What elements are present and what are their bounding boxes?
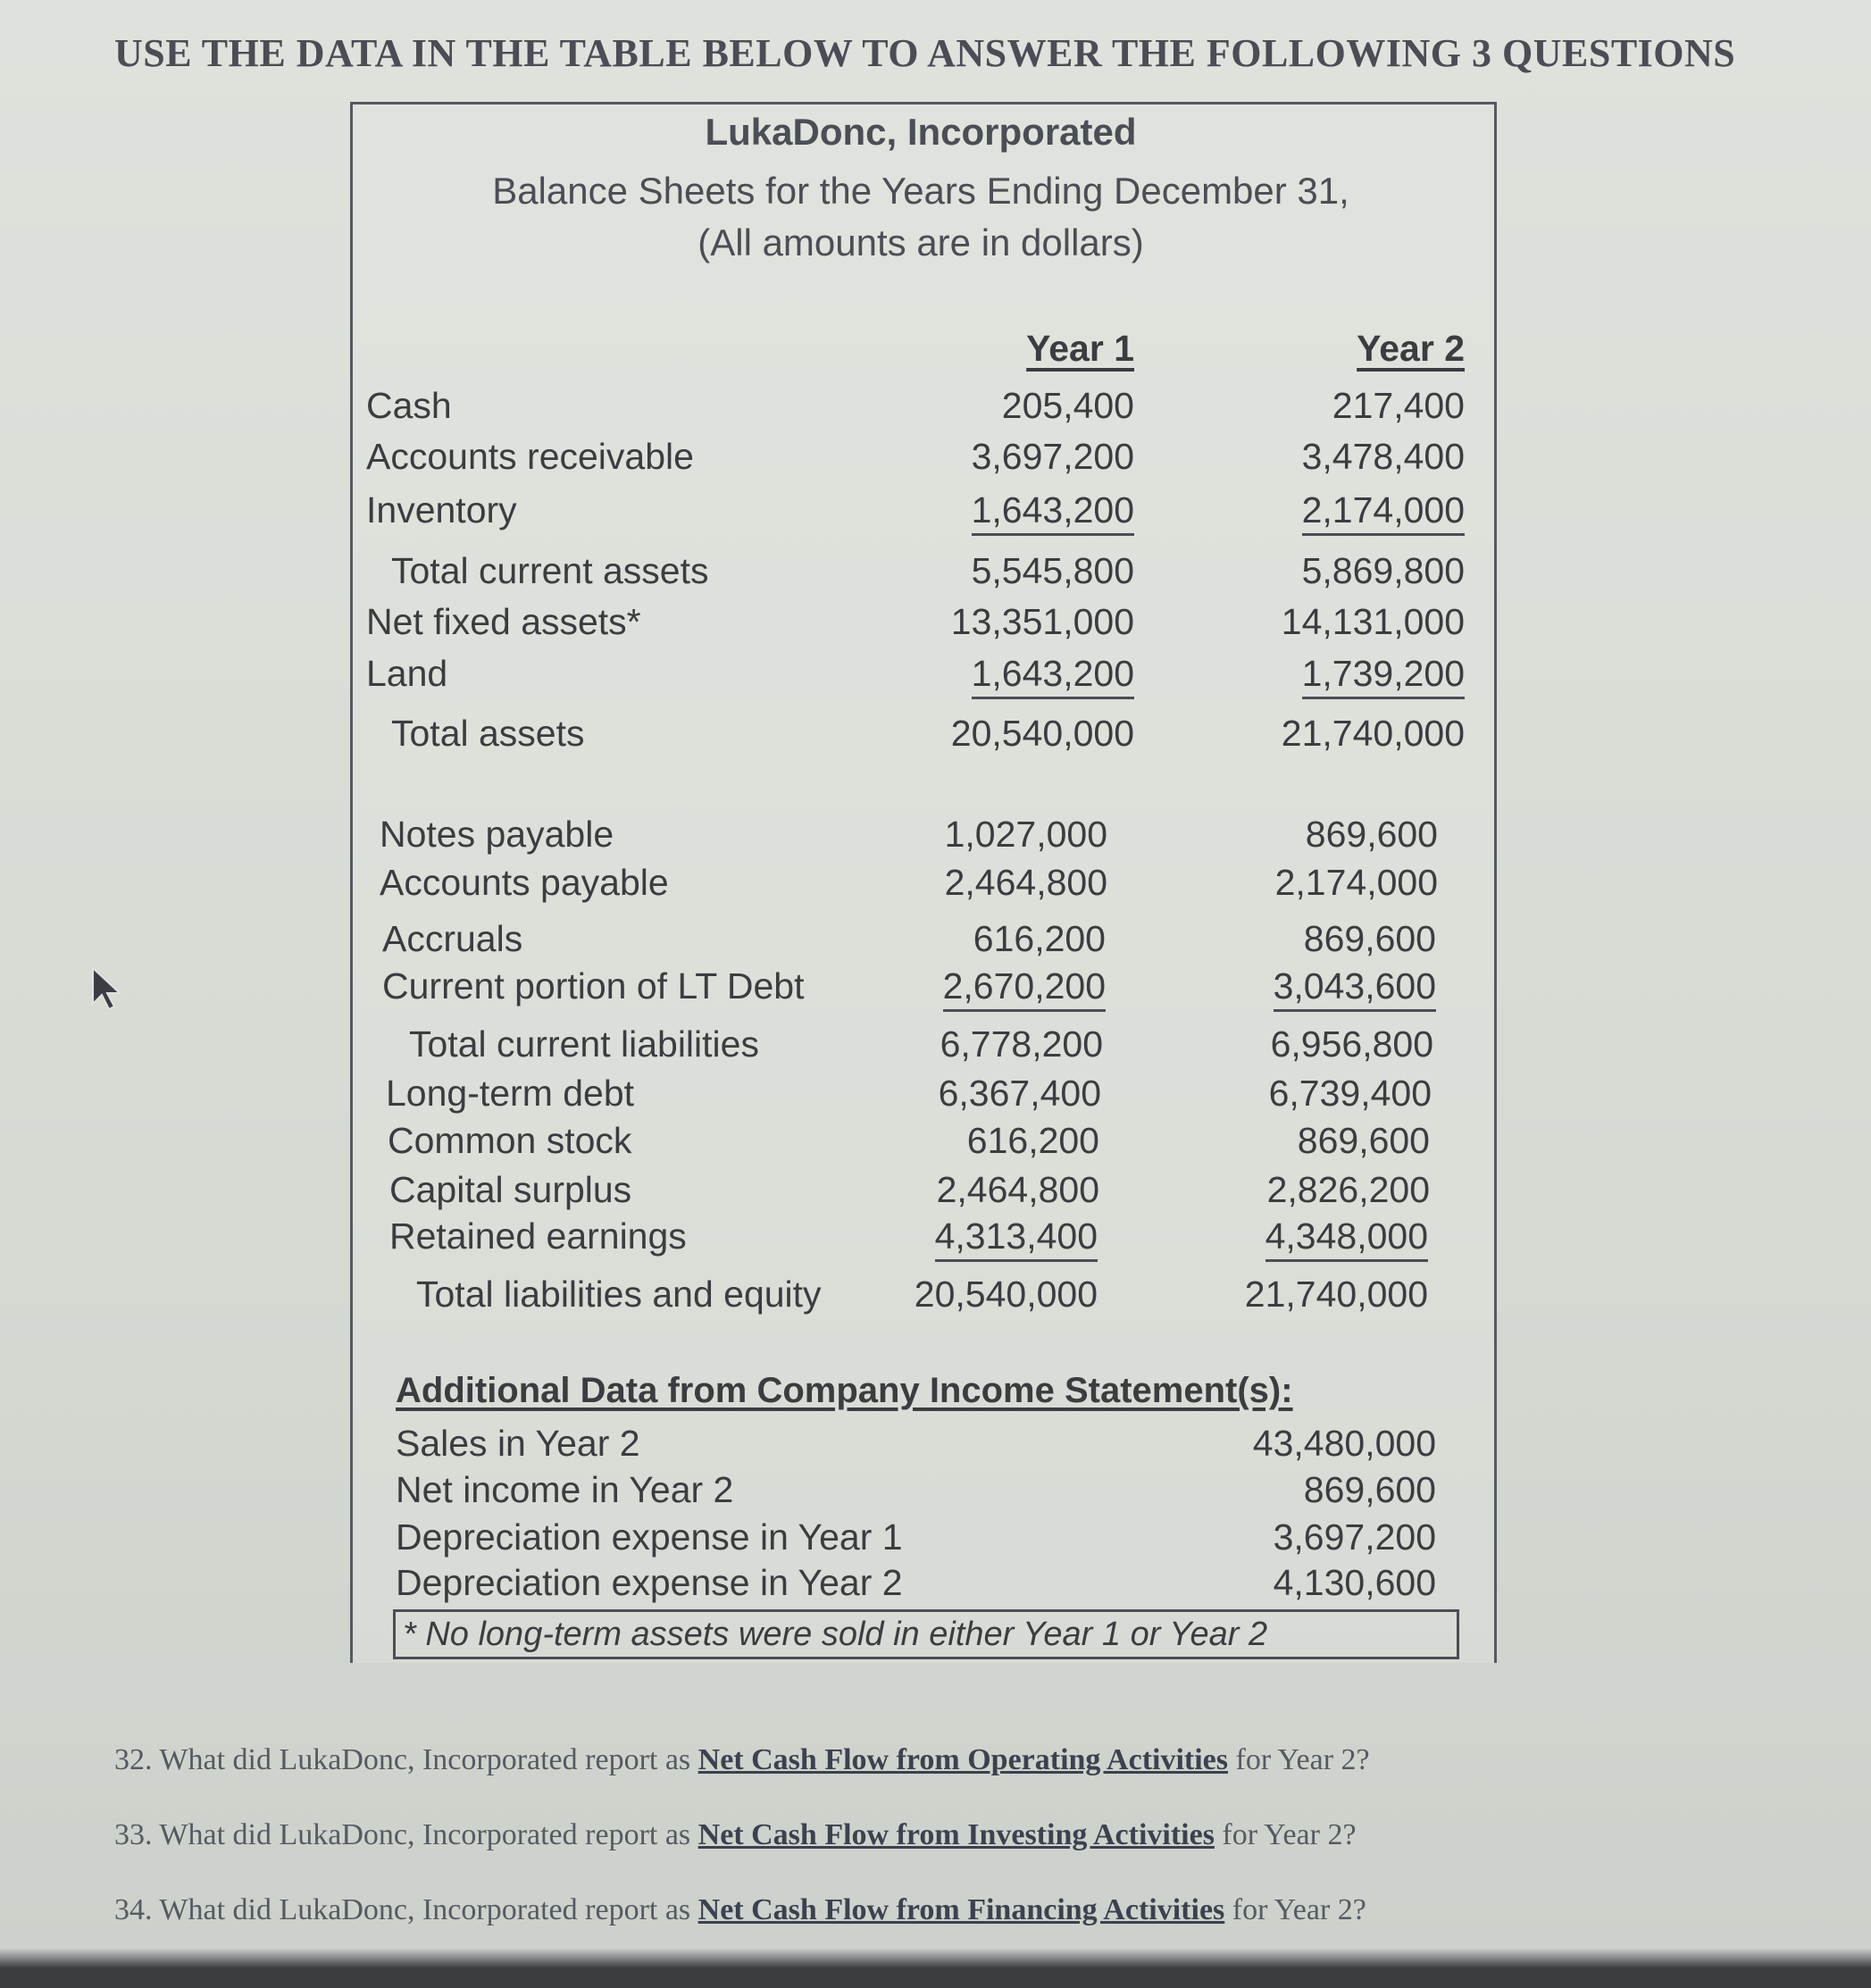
year2-value: 21,740,000 bbox=[1244, 1274, 1428, 1315]
units-note: (All amounts are in dollars) bbox=[697, 221, 1144, 263]
year1-value: 1,643,200 bbox=[972, 650, 1134, 699]
year1-value: 205,400 bbox=[1001, 385, 1134, 426]
year1-value: 13,351,000 bbox=[950, 601, 1134, 642]
row-value: 869,600 bbox=[1303, 1469, 1436, 1510]
year1-value: 616,200 bbox=[966, 1120, 1099, 1161]
table-row bbox=[366, 382, 1478, 429]
row-label: Net income in Year 2 bbox=[396, 1469, 734, 1510]
row-label: Total liabilities and equity bbox=[416, 1274, 822, 1315]
table-row bbox=[389, 1213, 1441, 1259]
row-label: Net fixed assets* bbox=[366, 601, 641, 642]
row-label: Inventory bbox=[366, 489, 517, 530]
year2-value: 5,869,800 bbox=[1301, 550, 1465, 591]
year2-value: 3,043,600 bbox=[1274, 963, 1436, 1012]
row-label: Accounts receivable bbox=[366, 436, 694, 477]
year1-value: 20,540,000 bbox=[950, 713, 1134, 754]
row-label: Total current assets bbox=[391, 550, 709, 591]
question-link[interactable]: Net Cash Flow from Investing Activities bbox=[697, 1818, 1215, 1851]
row-label: Retained earnings bbox=[389, 1215, 687, 1257]
table-row bbox=[366, 710, 1478, 756]
additional-data-heading: Additional Data from Company Income Statement(s): bbox=[396, 1371, 1293, 1410]
question-text: 32. What did LukaDonc, Incorporated report as bbox=[114, 1743, 698, 1776]
year1-value: 20,540,000 bbox=[914, 1274, 1098, 1315]
instructions-heading: USE THE DATA IN THE TABLE BELOW TO ANSWER THE FOLLOWING 3 QUESTIONS bbox=[114, 31, 1736, 75]
table-row bbox=[391, 1271, 1441, 1317]
year1-value: 1,027,000 bbox=[944, 814, 1107, 855]
company-name: LukaDonc, Incorporated bbox=[705, 111, 1137, 153]
table-row bbox=[389, 1166, 1443, 1213]
question-33 bbox=[114, 1818, 1357, 1852]
year1-value: 2,464,800 bbox=[936, 1169, 1099, 1210]
question-link[interactable]: Net Cash Flow from Operating Activities bbox=[697, 1743, 1228, 1776]
row-label: Accruals bbox=[382, 918, 523, 959]
year2-value: 2,174,000 bbox=[1274, 862, 1438, 903]
question-text: for Year 2? bbox=[1228, 1743, 1370, 1776]
year2-value: 21,740,000 bbox=[1281, 713, 1465, 754]
year1-value: 1,643,200 bbox=[972, 487, 1134, 536]
question-link[interactable]: Net Cash Flow from Financing Activities bbox=[697, 1893, 1225, 1926]
row-label: Accounts payable bbox=[380, 862, 669, 903]
year2-value: 6,739,400 bbox=[1268, 1073, 1432, 1114]
question-text: for Year 2? bbox=[1214, 1818, 1357, 1851]
question-text: 33. What did LukaDonc, Incorporated report as bbox=[114, 1818, 698, 1851]
row-value: 3,697,200 bbox=[1273, 1516, 1436, 1558]
year2-value: 869,600 bbox=[1305, 814, 1438, 855]
year1-value: 6,367,400 bbox=[938, 1073, 1101, 1114]
table-row bbox=[388, 1117, 1443, 1164]
year1-value: 4,313,400 bbox=[935, 1213, 1098, 1262]
year1-value: 6,778,200 bbox=[940, 1023, 1103, 1065]
row-label: Long-term debt bbox=[386, 1073, 635, 1114]
table-row bbox=[386, 1070, 1445, 1116]
row-label: Depreciation expense in Year 2 bbox=[396, 1562, 903, 1603]
row-label: Sales in Year 2 bbox=[396, 1423, 640, 1464]
table-row bbox=[382, 963, 1449, 1009]
year1-value: 3,697,200 bbox=[971, 436, 1134, 477]
row-label: Cash bbox=[366, 385, 452, 426]
table-row bbox=[380, 859, 1451, 906]
table-row bbox=[366, 598, 1478, 645]
row-label: Total assets bbox=[391, 713, 585, 754]
year2-value: 1,739,200 bbox=[1302, 650, 1465, 699]
additional-row bbox=[396, 1420, 1449, 1466]
year2-value: 869,600 bbox=[1297, 1120, 1430, 1161]
additional-row bbox=[396, 1514, 1449, 1560]
year2-value: 2,174,000 bbox=[1302, 487, 1465, 536]
year1-value: 5,545,800 bbox=[971, 550, 1134, 591]
year2-value: 4,348,000 bbox=[1265, 1213, 1428, 1262]
column-headers bbox=[366, 325, 1478, 372]
table-row bbox=[366, 650, 1478, 697]
year1-value: 2,464,800 bbox=[944, 862, 1107, 903]
table-row bbox=[366, 547, 1478, 594]
row-label: Notes payable bbox=[380, 814, 614, 855]
additional-row bbox=[396, 1466, 1449, 1513]
year2-header: Year 2 bbox=[1357, 328, 1465, 369]
year1-value: 2,670,200 bbox=[943, 963, 1106, 1012]
year2-value: 6,956,800 bbox=[1270, 1023, 1433, 1065]
table-row bbox=[382, 915, 1449, 962]
row-label: Common stock bbox=[388, 1120, 632, 1161]
question-32 bbox=[114, 1743, 1370, 1777]
year2-value: 14,131,000 bbox=[1281, 601, 1465, 642]
question-34 bbox=[114, 1893, 1366, 1927]
row-label: Current portion of LT Debt bbox=[382, 965, 805, 1007]
row-label: Land bbox=[366, 653, 448, 694]
mouse-cursor-icon bbox=[89, 966, 125, 1011]
year2-value: 217,400 bbox=[1332, 385, 1465, 426]
year2-value: 3,478,400 bbox=[1301, 436, 1465, 477]
row-label: Depreciation expense in Year 1 bbox=[396, 1516, 903, 1558]
table-row bbox=[366, 487, 1478, 533]
row-label: Capital surplus bbox=[389, 1169, 632, 1210]
row-label: Total current liabilities bbox=[409, 1023, 759, 1065]
table-row bbox=[384, 1021, 1447, 1067]
table-row bbox=[366, 433, 1478, 480]
year2-value: 2,826,200 bbox=[1266, 1169, 1430, 1210]
question-text: for Year 2? bbox=[1224, 1893, 1366, 1926]
table-row bbox=[380, 811, 1451, 857]
footnote: * No long-term assets were sold in either Year 1 or Year 2 bbox=[393, 1609, 1459, 1659]
year2-value: 869,600 bbox=[1303, 918, 1436, 959]
question-text: 34. What did LukaDonc, Incorporated report as bbox=[114, 1893, 698, 1926]
year1-header: Year 1 bbox=[1026, 328, 1134, 369]
year1-value: 616,200 bbox=[973, 918, 1106, 959]
table-subtitle: Balance Sheets for the Years Ending December 31, bbox=[492, 170, 1349, 212]
row-value: 43,480,000 bbox=[1252, 1423, 1436, 1464]
row-value: 4,130,600 bbox=[1273, 1562, 1436, 1603]
additional-row bbox=[396, 1559, 1449, 1606]
